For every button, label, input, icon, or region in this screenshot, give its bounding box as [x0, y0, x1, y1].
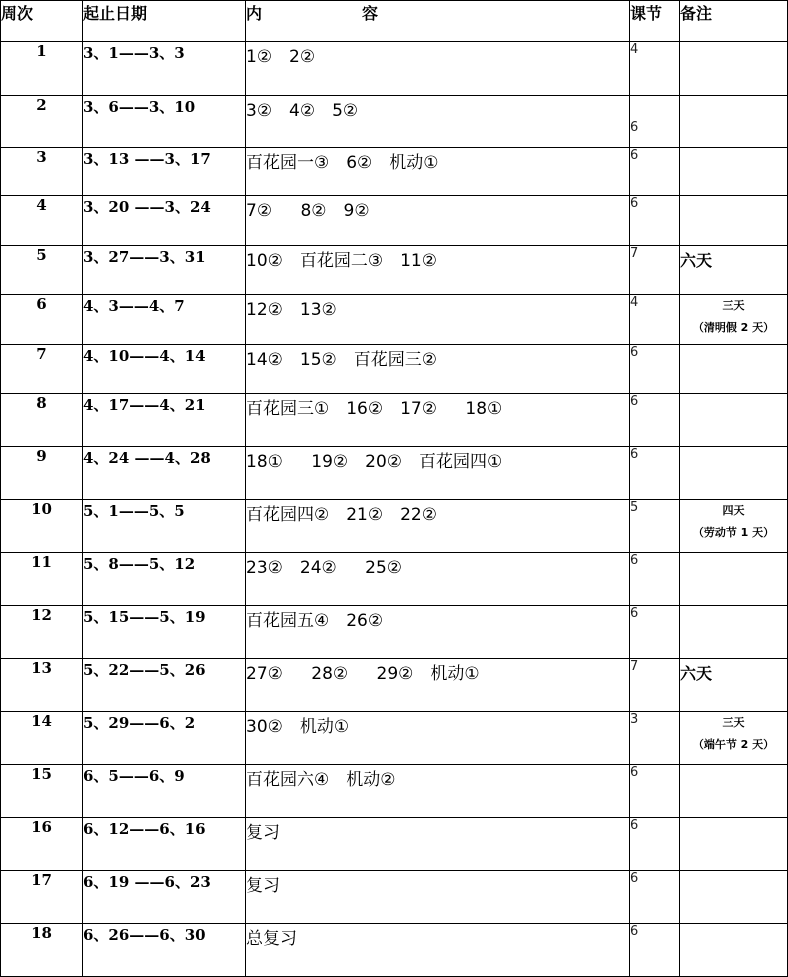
notes-cell [680, 246, 788, 295]
content-cell: 百花园六④ 机动② [246, 765, 630, 818]
header-dates: 起止日期 [83, 1, 246, 42]
week-cell: 1 [1, 42, 83, 96]
dates-cell: 6、19 ——6、23 [83, 871, 246, 924]
header-week: 周次 [1, 1, 83, 42]
week-cell: 9 [1, 447, 83, 500]
content-cell: 27② 28② 29② 机动① [246, 659, 630, 712]
table-body [1, 42, 788, 977]
table-header [1, 1, 788, 42]
content-cell: 总复习 [246, 924, 630, 977]
dates-cell: 6、5——6、9 [83, 765, 246, 818]
week-cell: 11 [1, 553, 83, 606]
notes-cell [680, 96, 788, 148]
week-cell: 6 [1, 295, 83, 345]
dates-cell: 5、15——5、19 [83, 606, 246, 659]
notes-cell [680, 500, 788, 553]
content-cell: 7② 8② 9② [246, 196, 630, 246]
dates-cell: 6、26——6、30 [83, 924, 246, 977]
table-row [1, 345, 788, 394]
table-row [1, 659, 788, 712]
week-cell: 7 [1, 345, 83, 394]
content-cell: 复习 [246, 818, 630, 871]
table-row [1, 394, 788, 447]
dates-cell: 3、20 ——3、24 [83, 196, 246, 246]
header-row [1, 1, 788, 42]
hours-cell: 3 [630, 712, 680, 765]
notes-cell [680, 345, 788, 394]
dates-cell: 5、8——5、12 [83, 553, 246, 606]
header-content-right: 容 [362, 4, 379, 23]
hours-cell: 6 [630, 148, 680, 196]
content-cell: 百花园一③ 6② 机动① [246, 148, 630, 196]
week-cell: 12 [1, 606, 83, 659]
hours-cell: 7 [630, 246, 680, 295]
table-row [1, 246, 788, 295]
hours-cell: 6 [630, 765, 680, 818]
dates-cell: 4、3——4、7 [83, 295, 246, 345]
note-sub: （劳动节 1 天） [692, 526, 775, 539]
hours-cell: 6 [630, 394, 680, 447]
table-row [1, 447, 788, 500]
header-content-left: 内 [246, 4, 263, 23]
hours-cell: 6 [630, 871, 680, 924]
content-cell: 18① 19② 20② 百花园四① [246, 447, 630, 500]
table-row [1, 871, 788, 924]
notes-cell [680, 295, 788, 345]
notes-cell [680, 553, 788, 606]
table-row [1, 96, 788, 148]
notes-cell [680, 818, 788, 871]
content-cell: 12② 13② [246, 295, 630, 345]
table-row [1, 295, 788, 345]
notes-cell [680, 765, 788, 818]
content-cell: 1② 2② [246, 42, 630, 96]
notes-cell [680, 924, 788, 977]
table-row [1, 818, 788, 871]
dates-cell: 5、29——6、2 [83, 712, 246, 765]
content-cell: 14② 15② 百花园三② [246, 345, 630, 394]
table-row [1, 500, 788, 553]
week-cell: 13 [1, 659, 83, 712]
hours-cell: 6 [630, 606, 680, 659]
dates-cell: 6、12——6、16 [83, 818, 246, 871]
content-cell: 3② 4② 5② [246, 96, 630, 148]
dates-cell: 3、13 ——3、17 [83, 148, 246, 196]
week-cell: 8 [1, 394, 83, 447]
note-sub: （清明假 2 天） [692, 321, 775, 334]
hours-cell: 4 [630, 295, 680, 345]
week-cell: 14 [1, 712, 83, 765]
note-main: 三天 [722, 716, 745, 729]
header-content [246, 1, 630, 42]
note-main: 六天 [680, 664, 713, 683]
hours-cell: 6 [630, 96, 680, 148]
content-cell: 10② 百花园二③ 11② [246, 246, 630, 295]
week-cell: 10 [1, 500, 83, 553]
content-cell: 复习 [246, 871, 630, 924]
content-cell: 30② 机动① [246, 712, 630, 765]
notes-cell [680, 42, 788, 96]
hours-cell: 6 [630, 447, 680, 500]
dates-cell: 3、1——3、3 [83, 42, 246, 96]
hours-cell: 6 [630, 196, 680, 246]
week-cell: 2 [1, 96, 83, 148]
notes-cell [680, 394, 788, 447]
notes-cell [680, 712, 788, 765]
dates-cell: 3、6——3、10 [83, 96, 246, 148]
header-notes: 备注 [680, 1, 788, 42]
week-cell: 16 [1, 818, 83, 871]
content-cell: 百花园三① 16② 17② 18① [246, 394, 630, 447]
hours-cell: 4 [630, 42, 680, 96]
hours-cell: 7 [630, 659, 680, 712]
header-hours: 课节 [630, 1, 680, 42]
table-row [1, 712, 788, 765]
note-main: 三天 [722, 299, 745, 312]
dates-cell: 4、17——4、21 [83, 394, 246, 447]
dates-cell: 4、24 ——4、28 [83, 447, 246, 500]
week-cell: 3 [1, 148, 83, 196]
content-cell: 23② 24② 25② [246, 553, 630, 606]
week-cell: 17 [1, 871, 83, 924]
notes-cell [680, 196, 788, 246]
table-row [1, 148, 788, 196]
note-main: 六天 [680, 251, 713, 270]
content-cell: 百花园四② 21② 22② [246, 500, 630, 553]
hours-cell: 6 [630, 345, 680, 394]
hours-cell: 6 [630, 553, 680, 606]
hours-cell: 6 [630, 818, 680, 871]
week-cell: 15 [1, 765, 83, 818]
week-cell: 5 [1, 246, 83, 295]
table-row [1, 765, 788, 818]
dates-cell: 3、27——3、31 [83, 246, 246, 295]
content-cell: 百花园五④ 26② [246, 606, 630, 659]
week-cell: 18 [1, 924, 83, 977]
dates-cell: 5、1——5、5 [83, 500, 246, 553]
week-cell: 4 [1, 196, 83, 246]
table-row [1, 196, 788, 246]
note-sub: （端午节 2 天） [692, 738, 775, 751]
notes-cell [680, 606, 788, 659]
dates-cell: 5、22——5、26 [83, 659, 246, 712]
note-main: 四天 [722, 504, 745, 517]
hours-cell: 5 [630, 500, 680, 553]
table-row [1, 924, 788, 977]
notes-cell [680, 659, 788, 712]
table-row [1, 42, 788, 96]
table-row [1, 553, 788, 606]
notes-cell [680, 447, 788, 500]
notes-cell [680, 871, 788, 924]
table-row [1, 606, 788, 659]
hours-cell: 6 [630, 924, 680, 977]
dates-cell: 4、10——4、14 [83, 345, 246, 394]
notes-cell [680, 148, 788, 196]
